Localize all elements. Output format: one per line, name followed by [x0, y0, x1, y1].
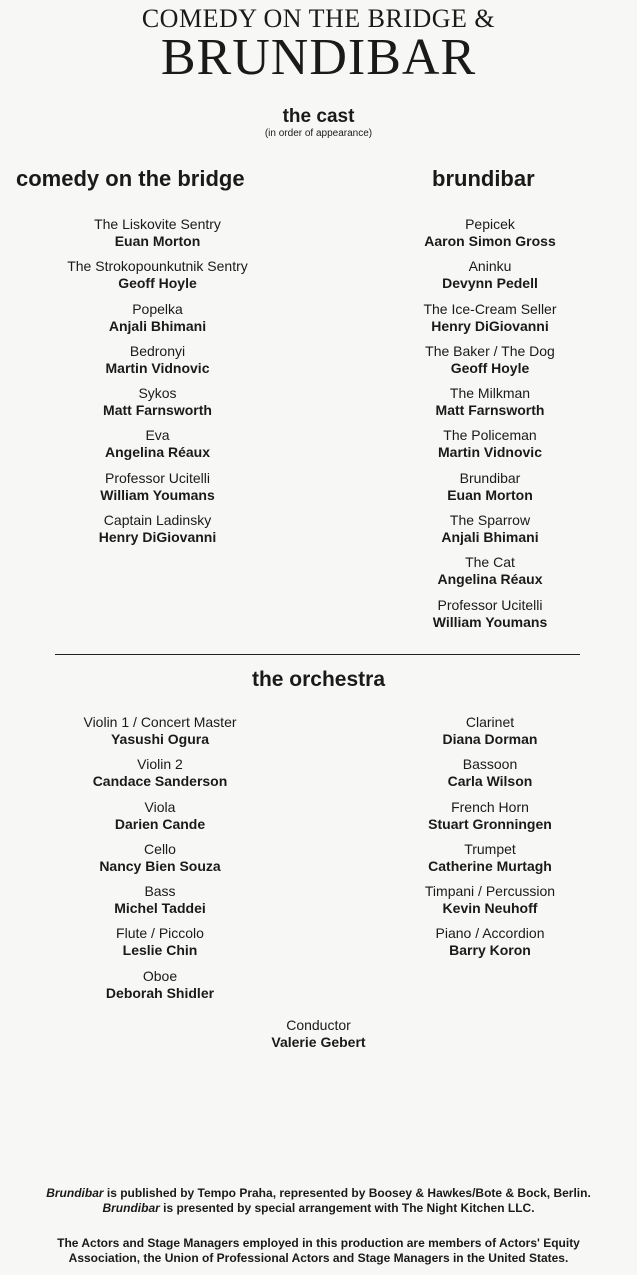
orchestra-member-actor: Nancy Bien Souza — [99, 857, 221, 874]
orchestra-member-role: Piano / Accordion — [435, 925, 545, 942]
footer-publisher-text: is published by Tempo Praha, represented by Boosey & Hawkes/Bote & Bock, Berlin. — [103, 1186, 591, 1200]
orchestra-member-actor: Catherine Murtagh — [428, 857, 552, 874]
orchestra-member-entry — [40, 841, 280, 883]
orchestra-member-role: Clarinet — [465, 714, 515, 730]
orchestra-left-list — [40, 714, 280, 1010]
comedy-cast-entry — [30, 258, 285, 300]
orchestra-member-role: Trumpet — [464, 840, 516, 857]
brundibar-cast-role: Aninku — [468, 258, 512, 275]
orchestra-member-actor: Stuart Gronningen — [428, 815, 552, 832]
comedy-cast-entry — [30, 427, 285, 469]
orchestra-member-actor: Darien Cande — [114, 815, 206, 832]
comedy-cast-entry — [30, 512, 285, 554]
orchestra-member-entry — [40, 714, 280, 756]
orchestra-member-role: Flute / Piccolo — [116, 925, 204, 942]
orchestra-member-entry — [390, 714, 590, 756]
brundibar-cast-list — [390, 216, 590, 639]
orchestra-member-entry — [390, 799, 590, 841]
orchestra-member-role: Bass — [144, 883, 176, 900]
brundibar-cast-entry — [390, 385, 590, 427]
brundibar-heading: brundibar — [432, 166, 535, 191]
cast-heading: the cast — [282, 106, 355, 127]
brundibar-cast-entry — [390, 258, 590, 300]
comedy-heading: comedy on the bridge — [16, 166, 245, 191]
brundibar-cast-actor: Angelina Réaux — [437, 571, 543, 588]
orchestra-member-entry — [40, 756, 280, 798]
comedy-cast-list — [30, 216, 285, 554]
comedy-cast-actor: Anjali Bhimani — [108, 317, 207, 334]
comedy-cast-role: Popelka — [132, 300, 183, 317]
brundibar-cast-entry — [390, 343, 590, 385]
comedy-cast-entry — [30, 343, 285, 385]
conductor-entry — [0, 1017, 637, 1051]
orchestra-member-role: Cello — [144, 840, 176, 857]
footer-arrangement-line — [0, 1201, 637, 1216]
brundibar-cast-role: Professor Ucitelli — [437, 596, 543, 613]
orchestra-member-role: Viola — [144, 798, 176, 815]
orchestra-member-entry — [390, 883, 590, 925]
orchestra-member-entry — [40, 799, 280, 841]
comedy-cast-role: Bedronyi — [129, 342, 186, 359]
orchestra-member-role: Timpani / Percussion — [424, 883, 556, 900]
comedy-cast-actor: Martin Vidnovic — [105, 359, 210, 376]
brundibar-cast-entry — [390, 301, 590, 343]
orchestra-member-entry — [390, 925, 590, 967]
brundibar-cast-entry — [390, 512, 590, 554]
cast-subheading: (in order of appearance) — [264, 128, 373, 139]
brundibar-cast-actor: Henry DiGiovanni — [431, 317, 549, 334]
brundibar-cast-role: Brundibar — [459, 469, 521, 486]
comedy-cast-role: The Liskovite Sentry — [94, 216, 221, 232]
orchestra-member-actor: Candace Sanderson — [92, 773, 228, 790]
brundibar-cast-role: The Milkman — [449, 385, 531, 402]
program-title-line1: COMEDY ON THE BRIDGE & — [141, 4, 496, 33]
brundibar-cast-role: Pepicek — [465, 216, 515, 232]
orchestra-member-role: French Horn — [451, 798, 529, 815]
comedy-cast-entry — [30, 470, 285, 512]
orchestra-member-role: Violin 2 — [137, 756, 183, 773]
brundibar-cast-actor: Euan Morton — [447, 486, 533, 503]
conductor-role: Conductor — [286, 1017, 351, 1033]
comedy-cast-entry — [30, 216, 285, 258]
orchestra-member-role: Violin 1 / Concert Master — [83, 714, 237, 730]
brundibar-cast-actor: Anjali Bhimani — [441, 529, 539, 546]
brundibar-cast-role: The Policeman — [443, 427, 537, 444]
brundibar-cast-role: The Baker / The Dog — [425, 342, 555, 359]
orchestra-member-entry — [40, 925, 280, 967]
orchestra-member-actor: Michel Taddei — [114, 900, 206, 917]
comedy-cast-actor: Matt Farnsworth — [103, 402, 212, 419]
brundibar-cast-role: The Cat — [465, 554, 515, 571]
orchestra-member-entry — [390, 841, 590, 883]
brundibar-cast-actor: Martin Vidnovic — [438, 444, 542, 461]
brundibar-cast-actor: Matt Farnsworth — [435, 402, 545, 419]
comedy-cast-role: Captain Ladinsky — [103, 512, 212, 529]
orchestra-member-actor: Diana Dorman — [442, 731, 538, 747]
comedy-cast-actor: Henry DiGiovanni — [98, 529, 217, 546]
footer-title-italic: Brundibar — [102, 1201, 160, 1215]
brundibar-cast-entry — [390, 470, 590, 512]
brundibar-cast-actor: Devynn Pedell — [442, 275, 538, 292]
orchestra-heading: the orchestra — [251, 668, 386, 691]
conductor-name: Valerie Gebert — [271, 1034, 366, 1050]
comedy-cast-role: The Strokopounkutnik Sentry — [67, 258, 248, 275]
orchestra-member-actor: Kevin Neuhoff — [442, 900, 538, 917]
comedy-cast-entry — [30, 301, 285, 343]
footer-title-italic: Brundibar — [46, 1186, 104, 1200]
brundibar-cast-actor: Aaron Simon Gross — [424, 233, 556, 249]
orchestra-member-entry — [40, 968, 280, 1010]
orchestra-member-entry — [40, 883, 280, 925]
footer-equity-line2: Association, the Union of Professional Actors and Stage Managers in the United States. — [68, 1251, 569, 1265]
brundibar-cast-role: The Ice-Cream Seller — [423, 300, 557, 317]
comedy-cast-role: Eva — [145, 427, 170, 444]
brundibar-cast-actor: William Youmans — [432, 613, 548, 630]
footer-arrangement-text: is presented by special arrangement with The Night Kitchen LLC. — [159, 1201, 535, 1215]
brundibar-cast-entry — [390, 554, 590, 596]
orchestra-member-actor: Yasushi Ogura — [110, 731, 210, 747]
orchestra-member-actor: Carla Wilson — [447, 773, 533, 790]
comedy-cast-actor: Angelina Réaux — [104, 444, 211, 461]
orchestra-member-actor: Leslie Chin — [122, 942, 198, 959]
program-title-main: BRUNDIBAR — [160, 29, 477, 86]
orchestra-member-actor: Barry Koron — [449, 942, 531, 959]
brundibar-cast-entry — [390, 427, 590, 469]
comedy-cast-role: Sykos — [138, 385, 177, 402]
orchestra-member-role: Bassoon — [462, 756, 518, 773]
footer-publisher-line — [0, 1186, 637, 1201]
comedy-cast-entry — [30, 385, 285, 427]
orchestra-member-actor: Deborah Shidler — [105, 984, 215, 1001]
footer-equity-line1: The Actors and Stage Managers employed in this production are members of Actors' Equity — [57, 1236, 580, 1250]
comedy-cast-actor: Geoff Hoyle — [118, 275, 197, 292]
comedy-cast-actor: Euan Morton — [114, 233, 201, 249]
comedy-cast-role: Professor Ucitelli — [104, 469, 211, 486]
orchestra-member-role: Oboe — [142, 967, 178, 984]
comedy-cast-actor: William Youmans — [100, 486, 215, 503]
orchestra-right-list — [390, 714, 590, 968]
brundibar-cast-actor: Geoff Hoyle — [450, 359, 530, 376]
brundibar-cast-entry — [390, 597, 590, 639]
section-divider — [55, 654, 580, 655]
brundibar-cast-entry — [390, 216, 590, 258]
brundibar-cast-role: The Sparrow — [449, 512, 531, 529]
orchestra-member-entry — [390, 756, 590, 798]
